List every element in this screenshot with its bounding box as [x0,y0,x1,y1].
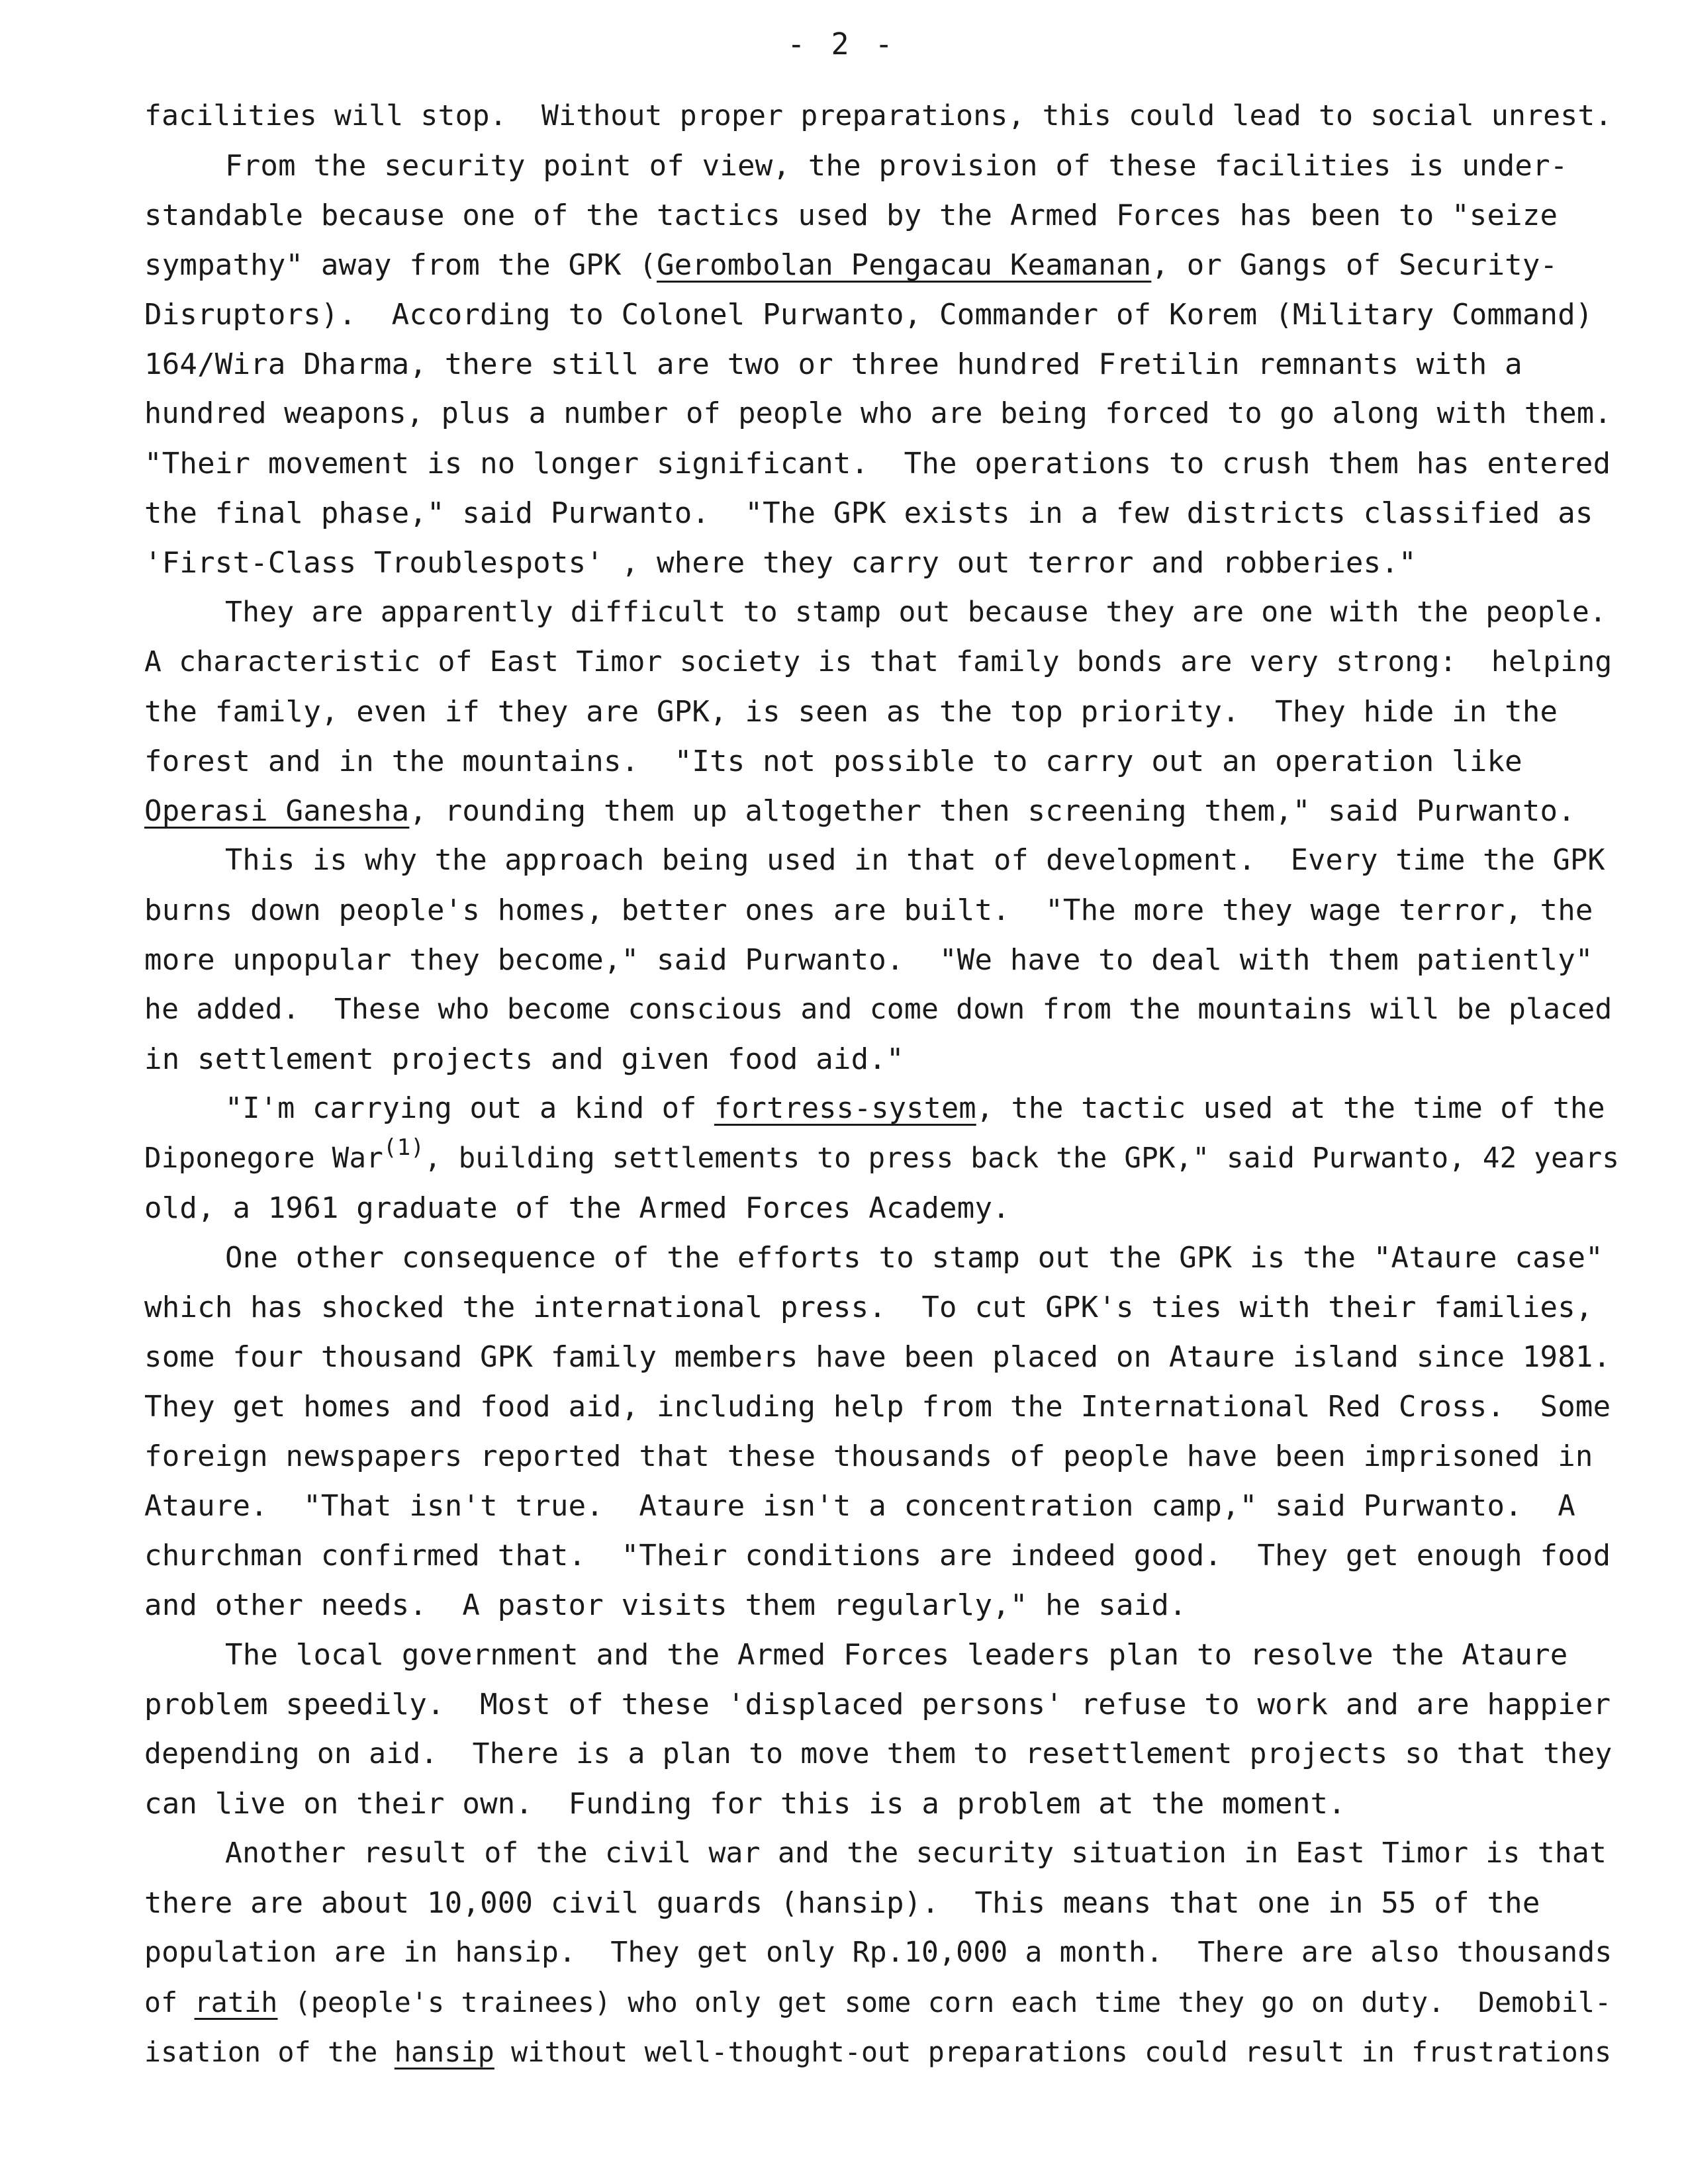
text-line [144,1283,1620,1332]
text-line [144,1531,1620,1580]
text-segment: foreign newspapers reported that these thousands of people have been imprisoned in [144,1439,1593,1473]
text-line [144,1978,1620,2027]
text-segment: which has shocked the international press. To cut GPK's ties with their families, [144,1291,1593,1324]
text-line [144,1134,1620,1183]
text-segment: facilities will stop. Without proper preparations, this could lead to social unrest. [144,99,1613,132]
text-segment: hundred weapons, plus a number of people who are being forced to go along with them. [144,397,1612,430]
text-segment: They are apparently difficult to stamp out because they are one with the people. [225,596,1607,629]
text-segment: of [144,1986,195,2019]
text-line [144,538,1620,588]
text-segment: , building settlements to press back the GPK," said Purwanto, 42 years [424,1142,1620,1175]
text-line [144,1233,1620,1283]
text-segment: there are about 10,000 civil guards (hansip). This means that one in 55 of the [144,1886,1540,1920]
page-number: - 2 - [787,26,897,62]
text-segment: standable because one of the tactics used by the Armed Forces has been to "seize [144,199,1558,232]
text-segment: One other consequence of the efforts to stamp out the GPK is the "Ataure case" [225,1241,1603,1275]
text-segment: "I'm carrying out a kind of [225,1092,714,1125]
text-line [144,1928,1620,1978]
text-segment: in settlement projects and given food aid." [144,1042,904,1076]
text-segment: The local government and the Armed Forces leaders plan to resolve the Ataure [225,1638,1568,1672]
text-line [144,389,1620,439]
text-segment: Disruptors). According to Colonel Purwanto, Commander of Korem (Military Command) [144,298,1593,332]
text-line [144,637,1620,687]
text-line [144,985,1620,1034]
text-line [144,1680,1620,1729]
text-segment: , the tactic used at the time of the [976,1092,1605,1125]
text-line [144,935,1620,985]
text-segment: churchman confirmed that. "Their conditions are indeed good. They get enough food [144,1539,1611,1572]
text-line [144,1829,1620,1878]
text-line [144,737,1620,786]
text-line [144,141,1620,191]
text-segment: without well-thought-out preparations could result in frustrations [494,2036,1612,2068]
text-segment: Diponegore War [144,1142,384,1175]
text-segment: forest and in the mountains. "Its not possible to carry out an operation like [144,745,1522,778]
text-segment: population are in hansip. They get only Rp.10,000 a month. There are also thousands [144,1936,1613,1969]
text-line [144,1580,1620,1630]
text-segment: isation of the [144,2036,395,2068]
text-line [144,1630,1620,1680]
text-line [144,340,1620,389]
text-line [144,1878,1620,1928]
underlined-term: Gerombolan Pengacau Keamanan [657,248,1152,282]
text-line [144,1034,1620,1084]
text-line [144,191,1620,240]
text-line [144,1084,1620,1134]
text-segment: From the security point of view, the provision of these facilities is under- [225,149,1568,183]
text-segment: the family, even if they are GPK, is seen as the top priority. They hide in the [144,695,1558,729]
text-segment: 'First-Class Troublespots' , where they carry out terror and robberies." [144,546,1417,580]
text-segment: They get homes and food aid, including help from the International Red Cross. Some [144,1390,1611,1424]
underlined-term: hansip [394,2036,494,2068]
underlined-term: Operasi Ganesha [144,794,410,828]
text-segment: (people's trainees) who only get some corn each time they go on duty. Demobil- [277,1986,1612,2019]
text-segment: he added. These who become conscious and come down from the mountains will be placed [144,993,1613,1026]
text-line [144,91,1620,141]
text-segment: the final phase," said Purwanto. "The GPK exists in a few districts classified as [144,496,1593,530]
text-line [144,1481,1620,1531]
text-line [144,886,1620,935]
text-line [144,1729,1620,1779]
text-line [144,1382,1620,1432]
text-line [144,2027,1620,2077]
text-line [144,1779,1620,1829]
text-segment: , rounding them up altogether then screening them," said Purwanto. [409,794,1575,828]
text-segment: sympathy" away from the GPK ( [144,248,657,282]
text-line [144,488,1620,538]
text-segment: problem speedily. Most of these 'displaced persons' refuse to work and are happier [144,1688,1611,1721]
text-line [144,1332,1620,1382]
text-line [144,240,1620,290]
body-text [144,91,1620,2077]
text-line [144,439,1620,488]
text-segment: and other needs. A pastor visits them regularly," he said. [144,1588,1187,1622]
text-line [144,588,1620,637]
text-line [144,290,1620,340]
text-segment: "Their movement is no longer significant. The operations to crush them has entered [144,447,1611,480]
footnote-marker: (1) [383,1134,425,1161]
text-segment: depending on aid. There is a plan to move them to resettlement projects so that they [144,1737,1613,1770]
text-segment: burns down people's homes, better ones are built. "The more they wage terror, the [144,893,1593,927]
text-segment: , or Gangs of Security- [1151,248,1558,282]
text-line [144,687,1620,737]
text-segment: A characteristic of East Timor society is that family bonds are very strong: helping [144,645,1613,678]
underlined-term: fortress-system [714,1092,976,1125]
text-segment: some four thousand GPK family members have been placed on Ataure island since 1981. [144,1340,1611,1374]
text-segment: old, a 1961 graduate of the Armed Forces Academy. [144,1191,1010,1225]
text-segment: 164/Wira Dharma, there still are two or three hundred Fretilin remnants with a [144,347,1522,381]
text-line [144,836,1620,886]
text-segment: more unpopular they become," said Purwanto. "We have to deal with them patiently" [144,943,1593,977]
text-segment: Ataure. "That isn't true. Ataure isn't a concentration camp," said Purwanto. A [144,1489,1575,1523]
text-line [144,1432,1620,1481]
text-line [144,1183,1620,1233]
underlined-term: ratih [194,1986,278,2019]
text-segment: Another result of the civil war and the security situation in East Timor is that [225,1837,1607,1870]
text-segment: can live on their own. Funding for this is a problem at the moment. [144,1787,1346,1821]
text-segment: This is why the approach being used in that of development. Every time the GPK [225,844,1605,877]
text-line [144,786,1620,836]
